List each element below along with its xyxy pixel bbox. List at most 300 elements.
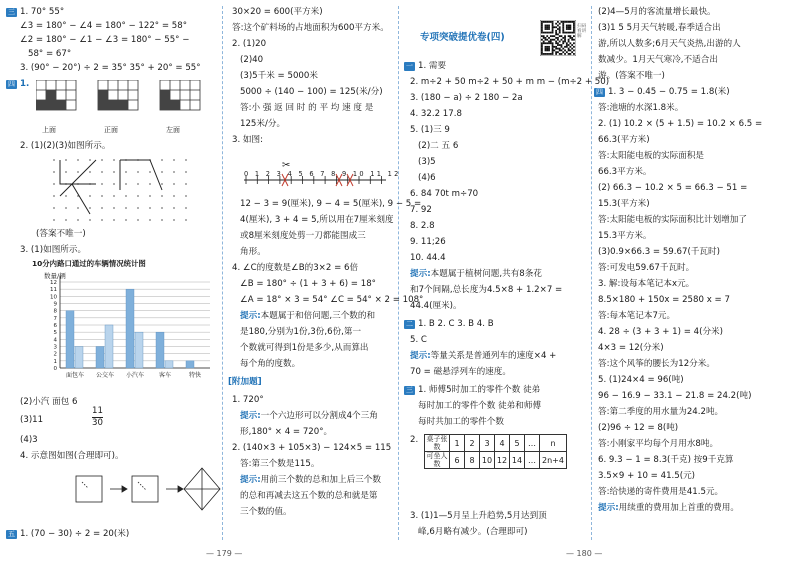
qr-module	[552, 30, 554, 32]
answer-line: ∠A = 18° × 3 = 54° ∠C = 54° × 2 = 108°	[240, 295, 424, 305]
qr-module	[557, 48, 559, 50]
qr-module	[555, 41, 557, 43]
answer-line: 或8厘米刻度处剪一刀都能围成三	[240, 231, 366, 241]
grid-dot	[65, 195, 67, 197]
qr-module	[561, 53, 563, 55]
grid-dot	[89, 207, 91, 209]
grid-dot	[113, 219, 115, 221]
answer-line: 3. 解:设每本笔记本x元。	[598, 279, 695, 289]
answer-line: 答:第二季度的用水量为24.2吨。	[598, 407, 724, 417]
qr-module	[564, 21, 566, 23]
qr-module	[555, 30, 557, 32]
qr-module	[562, 32, 564, 34]
y-tick-label: 9	[53, 301, 57, 308]
qr-module	[552, 35, 554, 37]
x-tick-label: 面包车	[65, 372, 85, 379]
table-cell: 5	[510, 435, 525, 452]
qr-module	[552, 28, 554, 30]
hint-text: 一个六边形可以分割成4个三角	[260, 411, 378, 421]
grid-dot	[89, 171, 91, 173]
y-tick-label: 0	[53, 366, 57, 372]
qr-module	[562, 48, 564, 50]
answer-line: 6. 9.3 − 1 = 8.3(千克) 按9千克算	[598, 455, 734, 465]
qr-module	[566, 28, 568, 30]
y-tick-label: 3	[53, 344, 57, 351]
answer-line: 96 − 16.9 − 33.1 − 21.8 = 24.2(吨)	[598, 391, 752, 401]
qr-module	[550, 32, 552, 34]
qr-module	[545, 32, 547, 34]
qr-module	[573, 25, 575, 27]
grid-dot	[185, 159, 187, 161]
qr-module	[559, 28, 561, 30]
qr-module	[546, 32, 548, 34]
qr-module	[568, 25, 570, 27]
answer-line: 58° = 67°	[28, 49, 72, 59]
answer-line: ∠3 = 180° − ∠4 = 180° − 122° = 58°	[20, 21, 187, 31]
qr-module	[566, 42, 568, 44]
qr-module	[555, 37, 557, 39]
qr-module	[543, 32, 545, 34]
answer-line: 游,所以人数多;6月天气炎热,出游的人	[598, 39, 741, 49]
answer-line: 答:小 强 返 回 时 的 平 均 速 度 是	[240, 103, 374, 113]
grid-dot	[125, 195, 127, 197]
bar	[96, 347, 104, 369]
answer-line: 2. (140×3 + 105×3) − 124×5 = 115	[232, 443, 392, 453]
bar	[135, 332, 143, 368]
y-tick-label: 5	[53, 330, 57, 337]
qr-module	[569, 35, 571, 37]
qr-module	[553, 49, 555, 51]
grid-dot	[173, 195, 175, 197]
answer-line: 游。(答案不唯一)	[598, 71, 665, 81]
grid-dot	[161, 219, 163, 221]
answer-line: 6. 84 70t m÷70	[410, 189, 479, 199]
qr-module	[568, 53, 570, 55]
qr-module	[541, 28, 543, 30]
qr-module	[548, 48, 550, 50]
answer-line: (3)5千米 = 5000米	[240, 71, 318, 81]
grid-dot	[149, 183, 151, 185]
qr-module	[571, 51, 573, 53]
section-title: 专项突破提优卷(四)	[420, 32, 505, 43]
y-tick-label: 11	[50, 287, 57, 294]
qr-module	[559, 48, 561, 50]
grid-dot	[77, 219, 79, 221]
qr-module	[561, 49, 563, 51]
qr-module	[541, 23, 543, 25]
answer-line: 答:可发电59.67千瓦时。	[598, 263, 695, 273]
grid-dot	[65, 219, 67, 221]
qr-module	[566, 32, 568, 34]
bar	[126, 289, 134, 368]
grid-dot	[185, 171, 187, 173]
qr-module	[552, 53, 554, 55]
qr-module	[562, 21, 564, 23]
section-marker-5: 五	[8, 530, 15, 538]
hint-text: 形,180° × 4 = 720°。	[240, 427, 333, 437]
section-marker-4: 四	[596, 88, 603, 96]
extra-section-title: [附加题]	[228, 377, 262, 387]
answer-line: 答:给快递的寄件费用是41.5元。	[598, 487, 724, 497]
grid-dot	[53, 207, 55, 209]
hint-text: 等量关系是普通列车的速度×4 +	[430, 351, 557, 361]
qr-module	[555, 53, 557, 55]
qr-module	[546, 35, 548, 37]
grid-dot	[161, 195, 163, 197]
hint-text: 用续重的费用加上首重的费用。	[618, 503, 739, 513]
grid-dot	[101, 171, 103, 173]
qr-module	[573, 53, 575, 55]
bar	[165, 361, 173, 368]
qr-module	[548, 41, 550, 43]
qr-module	[571, 32, 573, 34]
qr-module	[545, 48, 547, 50]
qr-module	[545, 49, 547, 51]
hint-label: 提示:	[240, 475, 261, 485]
grid-dot	[173, 159, 175, 161]
grid-dot	[65, 207, 67, 209]
qr-module	[562, 42, 564, 44]
qr-module	[552, 51, 554, 53]
qr-module	[559, 32, 561, 34]
answer-line: 答:这个风筝的腰长为12分米。	[598, 359, 715, 369]
bar-chart	[36, 270, 216, 390]
page-number-right: 180	[576, 549, 592, 558]
qr-module	[543, 35, 545, 37]
qr-module	[546, 28, 548, 30]
qr-module	[557, 44, 559, 46]
answer-line: 2.	[410, 435, 419, 445]
answer-line: 4. 32.2 17.8	[410, 109, 462, 119]
answer-line: (3)5	[418, 157, 436, 167]
y-tick-label: 6	[53, 323, 57, 329]
grid-dot	[185, 207, 187, 209]
qr-module	[548, 25, 550, 27]
qr-module	[568, 32, 570, 34]
qr-module	[564, 46, 566, 48]
qr-module	[569, 53, 571, 55]
grid-dot	[161, 207, 163, 209]
table-row-label: 可坐人数	[426, 452, 448, 468]
fraction-numerator: 11	[92, 406, 103, 416]
qr-module	[564, 53, 566, 55]
grid-dot	[137, 171, 139, 173]
hint-label: 提示:	[410, 269, 431, 279]
qr-module	[550, 21, 552, 23]
answer-line: 2. m÷2 + 50 m÷2 + 50 + m m − (m÷2 + 50)	[410, 77, 610, 87]
section-marker-1: 一	[406, 62, 413, 70]
table-cell: 6	[450, 452, 465, 469]
answer-line: 答:这个矿料场的占地面积为600平方米。	[232, 23, 389, 33]
qr-module	[541, 42, 543, 44]
qr-module	[561, 39, 563, 41]
qr-module	[552, 25, 554, 27]
qr-module	[564, 49, 566, 51]
qr-module	[561, 35, 563, 37]
center-divider	[398, 6, 399, 540]
qr-module	[546, 46, 548, 48]
qr-module	[555, 48, 557, 50]
answer-note: (答案不唯一)	[36, 229, 86, 239]
page-number-left: 179	[216, 549, 232, 558]
qr-module	[541, 26, 543, 28]
qr-module	[546, 49, 548, 51]
hint-text: 用前三个数的总和加上后三个数	[260, 475, 381, 485]
grid-dot	[113, 171, 115, 173]
grid-dot	[77, 207, 79, 209]
qr-module	[550, 42, 552, 44]
hint-text: 本题属于和倍问题,三个数的和	[260, 311, 376, 321]
qr-module	[541, 21, 543, 23]
hint-text: 三个数的值。	[240, 507, 292, 517]
qr-module	[555, 42, 557, 44]
qr-module	[545, 26, 547, 28]
qr-module	[552, 49, 554, 51]
grid-dot	[101, 207, 103, 209]
fraction-denominator: 30	[92, 418, 103, 428]
qr-module	[566, 21, 568, 23]
answer-line: 4. 示意图如图(合理即可)。	[20, 451, 124, 461]
grid-dot	[113, 183, 115, 185]
bar	[75, 347, 83, 369]
qr-module	[553, 35, 555, 37]
grid-dot	[65, 159, 67, 161]
grid-dot	[101, 195, 103, 197]
hint-text: 个数就可得到1份是多少,从而算出	[240, 343, 369, 353]
qr-module	[566, 44, 568, 46]
grid-dot	[137, 207, 139, 209]
qr-module	[552, 32, 554, 34]
answer-line: (2)40	[240, 55, 264, 65]
grid-dot	[161, 183, 163, 185]
grid-dot	[53, 183, 55, 185]
qr-module	[545, 37, 547, 39]
grid-dot	[77, 159, 79, 161]
qr-module	[571, 39, 573, 41]
qr-module	[557, 39, 559, 41]
qr-module	[571, 48, 573, 50]
answer-text: (3)11	[20, 415, 44, 425]
table-cell: 14	[510, 452, 525, 469]
answer-line: 5000 ÷ (140 − 100) = 125(米/分)	[240, 87, 383, 97]
y-tick-label: 8	[53, 308, 57, 315]
grid-dot	[161, 159, 163, 161]
bar	[66, 311, 74, 368]
answer-line: 1. (70 − 30) ÷ 2 = 20(米)	[20, 529, 130, 539]
qr-module	[550, 53, 552, 55]
qr-module	[552, 48, 554, 50]
answer-line: 每时共加工的零件个数	[418, 417, 504, 427]
qr-module	[543, 41, 545, 43]
qr-module	[541, 51, 543, 53]
x-tick-label: 客车	[158, 372, 172, 379]
qr-module	[555, 46, 557, 48]
column-divider	[222, 6, 223, 540]
qr-module	[573, 26, 575, 28]
qr-module	[562, 51, 564, 53]
grid-dot	[185, 183, 187, 185]
qr-code-icon	[540, 20, 576, 56]
answer-line: 12 − 3 = 9(厘米), 9 − 4 = 5(厘米), 9 − 5 =	[240, 199, 422, 209]
qr-module	[555, 33, 557, 35]
qr-module	[561, 21, 563, 23]
qr-module	[546, 39, 548, 41]
qr-module	[564, 41, 566, 43]
answer-line: (2)二 五 6	[418, 141, 459, 151]
qr-module	[573, 21, 575, 23]
qr-module	[562, 26, 564, 28]
answer-line: (4)3	[20, 435, 38, 445]
qr-module	[552, 42, 554, 44]
qr-module	[557, 28, 559, 30]
qr-module	[559, 23, 561, 25]
grid-dot	[89, 159, 91, 161]
answer-line: 30×20 = 600(平方米)	[232, 7, 323, 17]
answer-line: 3. (1)如图所示。	[20, 245, 87, 255]
table-row	[425, 435, 567, 452]
hint-text: 是180,分别为1份,3份,6份,第一	[240, 327, 362, 337]
qr-module	[557, 51, 559, 53]
answer-line: 5. (1)三 9	[410, 125, 450, 135]
qr-module	[557, 33, 559, 35]
answer-line: 5. C	[410, 335, 427, 345]
qr-module	[557, 21, 559, 23]
answer-line: ∠2 = 180° − ∠1 − ∠3 = 180° − 55° −	[20, 35, 190, 45]
qr-module	[559, 35, 561, 37]
hint-label: 提示:	[240, 311, 261, 321]
three-view-drawings	[36, 80, 216, 130]
qr-module	[568, 28, 570, 30]
qr-module	[562, 41, 564, 43]
section-marker-3: 三	[8, 8, 15, 16]
qr-module	[555, 32, 557, 34]
qr-module	[573, 46, 575, 48]
grid-dot	[149, 207, 151, 209]
qr-module	[541, 44, 543, 46]
qr-module	[571, 44, 573, 46]
qr-module	[555, 23, 557, 25]
hint-text: 每个角的度数。	[240, 359, 301, 369]
qr-module	[569, 49, 571, 51]
qr-module	[569, 26, 571, 28]
qr-module	[545, 42, 547, 44]
answer-line: 10. 44.4	[410, 253, 446, 263]
y-tick-label: 1	[53, 358, 57, 365]
qr-module	[573, 35, 575, 37]
qr-module	[559, 53, 561, 55]
qr-module	[568, 21, 570, 23]
answer-line: 答:太阳能电板的实际面积是	[598, 151, 705, 161]
grid-dot	[89, 219, 91, 221]
hint-text: 44.4(厘米)。	[410, 301, 462, 311]
dot-grid-figure	[50, 156, 200, 224]
answer-line: 4. 28 ÷ (3 + 3 + 1) = 4(分米)	[598, 327, 723, 337]
qr-module	[550, 39, 552, 41]
answer-line: 3. (90° − 20°) ÷ 2 = 35° 35° + 20° = 55°	[20, 63, 201, 73]
hint-label: 提示:	[410, 351, 431, 361]
grid-dot	[149, 171, 151, 173]
hint-text: 的总和再减去这五个数的总和就是第	[240, 491, 378, 501]
qr-module	[543, 21, 545, 23]
qr-module	[568, 48, 570, 50]
answer-line: 1. 3 − 0.45 − 0.75 = 1.8(米)	[608, 87, 730, 97]
answer-line: (4)6	[418, 173, 436, 183]
qr-module	[559, 44, 561, 46]
answer-line: (2) 66.3 − 10.2 × 5 = 66.3 − 51 =	[598, 183, 748, 193]
ruler-numbers: 0 1 2 3 4 5 6 7 8 9 10 11 12	[244, 170, 401, 178]
answer-line: (2)96 ÷ 12 = 8(吨)	[598, 423, 679, 433]
answer-line: (3)0.9×66.3 = 59.67(千瓦时)	[598, 247, 720, 257]
grid-dot	[101, 159, 103, 161]
grid-dot	[173, 219, 175, 221]
qr-module	[546, 25, 548, 27]
grid-dot	[113, 159, 115, 161]
answer-line: 8.5×180 + 150x = 2580 x = 7	[598, 295, 730, 305]
section-marker-4: 四	[8, 80, 15, 88]
table-row	[425, 452, 567, 469]
y-tick-label: 4	[53, 337, 57, 344]
answer-line: (2)小汽 面包 6	[20, 397, 78, 407]
table-cell: n	[540, 435, 567, 452]
qr-module	[555, 51, 557, 53]
hint-text: 和7个间隔,总长度为4.5×8 + 1.2×7 =	[410, 285, 563, 295]
answer-line: 4. ∠C的度数是∠B的3×2 = 6倍	[232, 263, 359, 273]
qr-module	[557, 37, 559, 39]
qr-module	[552, 44, 554, 46]
grid-dot	[101, 183, 103, 185]
qr-module	[545, 39, 547, 41]
answer-line: 数减少。1月天气寒冷,不适合出	[598, 55, 718, 65]
qr-module	[564, 32, 566, 34]
answer-line: 9. 11;26	[410, 237, 446, 247]
answer-line: 角形。	[240, 247, 266, 257]
chart-title: 10分内路口通过的车辆情况统计图	[32, 259, 146, 268]
qr-module	[573, 32, 575, 34]
qr-module	[569, 32, 571, 34]
qr-module	[566, 25, 568, 27]
table-row-label: 桌子张数	[426, 435, 448, 451]
qr-module	[548, 46, 550, 48]
qr-module	[546, 53, 548, 55]
grid-dot	[101, 219, 103, 221]
answer-line: 答:太阳能电板的实际面积比计划增加了	[598, 215, 747, 225]
table-cell: 10	[480, 452, 495, 469]
qr-module	[564, 35, 566, 37]
answer-line: 3.5×9 + 10 = 41.5(元)	[598, 471, 696, 481]
grid-dot	[149, 195, 151, 197]
qr-module	[541, 39, 543, 41]
qr-module	[545, 46, 547, 48]
answer-line: (2)4—5月的客流量增长最快。	[598, 7, 716, 17]
qr-module	[541, 25, 543, 27]
qr-module	[548, 49, 550, 51]
qr-module	[548, 32, 550, 34]
table-cell: 1	[450, 435, 465, 452]
qr-module	[564, 37, 566, 39]
qr-module	[573, 28, 575, 30]
answer-line: 答:第三个数是115。	[240, 459, 320, 469]
grid-dot	[89, 195, 91, 197]
table-cell: 12	[495, 452, 510, 469]
bar	[105, 325, 113, 368]
answer-line: 66.3(平方米)	[598, 135, 650, 145]
view-label: 左面	[166, 126, 180, 134]
table-cell: 8	[465, 452, 480, 469]
y-tick-label: 12	[50, 280, 57, 286]
answer-line: ∠B = 180° ÷ (1 + 3 + 6) = 18°	[240, 279, 376, 289]
answer-line: 15.3平方米。	[598, 231, 652, 241]
qr-module	[541, 35, 543, 37]
